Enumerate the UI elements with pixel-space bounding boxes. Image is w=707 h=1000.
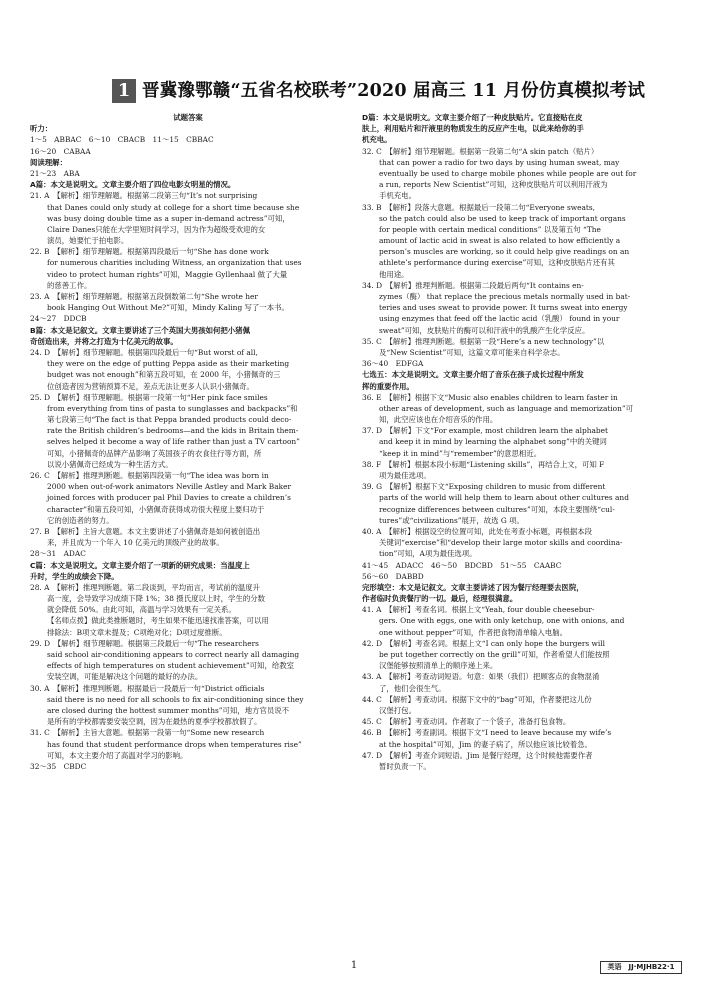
text-line: parts of the world will help them to learn about other cultures and bbox=[379, 493, 629, 503]
right-column bbox=[362, 112, 680, 772]
left-column bbox=[30, 112, 346, 772]
text-line: 汉堡能够按照清单上的顺序递上来。 bbox=[379, 661, 498, 671]
text-line: said there is no need for all schools to fix air-conditioning since they bbox=[47, 694, 304, 704]
text-line: so the patch could also be used to keep track of important organs bbox=[379, 213, 626, 223]
text-line: recognize differences between cultures”可知，本段主要围绕“cul- bbox=[379, 504, 615, 514]
text-line: 40. A 【解析】根据设空的位置可知，此处在考查小标题，再根据本段 bbox=[362, 526, 593, 536]
text-line: 他用途。 bbox=[379, 269, 409, 279]
text-line: 45. C 【解析】考查动词。作者取了一个袋子，准备打包食物。 bbox=[362, 717, 571, 727]
text-line: 机充电。 bbox=[362, 135, 392, 145]
text-line: 32～35 CBDC bbox=[30, 761, 87, 771]
text-line: 24. D 【解析】细节理解题。根据第四段最后一句“But worst of all, bbox=[30, 347, 258, 357]
exam-title: 晋冀豫鄂赣“五省名校联考”2020 届高三 11 月份仿真模拟考试 bbox=[142, 81, 646, 101]
text-line: tion”可知，A项为最佳选项。 bbox=[379, 549, 477, 559]
text-line: joined forces with producer pal Phil Davies to create a children’s bbox=[47, 493, 291, 503]
text-line: a run, reports New Scientist”可知，这种皮肤贴片可以利用汗液为 bbox=[379, 180, 608, 190]
text-line: 22. B 【解析】细节理解题。根据第四段最后一句“She has done work bbox=[30, 247, 269, 257]
text-line: 关键词“exercise”和“develop their large motor skills and coordina- bbox=[379, 538, 623, 548]
text-line: 44. C 【解析】考查动词。根据下文中的“bag”可知，作者要把这儿份 bbox=[362, 694, 592, 704]
text-line: 2000 when out-of-work animators Neville Astley and Mark Baker bbox=[47, 482, 291, 492]
text-line: that Danes could only study at college for a short time because she bbox=[47, 202, 300, 212]
text-line: for numerous charities including Witness, an organization that uses bbox=[47, 258, 302, 268]
text-line: 挥的重要作用。 bbox=[362, 381, 414, 391]
text-line: said school air-conditioning appears to correct nearly all damaging bbox=[47, 650, 300, 659]
text-line: C篇：本文是说明文。文章主要介绍了一项新的研究成果：当温度上 bbox=[30, 560, 250, 570]
section-number: 1 bbox=[112, 79, 136, 103]
text-line: 可知，小猪佩奇的品牌产品影响了英国孩子的衣食住行等方面，所 bbox=[47, 448, 262, 458]
text-line: 听力： bbox=[30, 124, 53, 134]
text-line: 知，此空应该也在介绍音乐的作用。 bbox=[379, 415, 498, 425]
text-line: B篇：本文是记叙文。文章主要讲述了三个英国大男孩如何把小猪佩 bbox=[30, 325, 250, 335]
text-line: was busy doing double time as a super in-demand actress”可知， bbox=[47, 213, 290, 223]
text-line: 38. F 【解析】根据本段小标题“Listening skills”，再结合上文，可知 F bbox=[362, 459, 605, 469]
text-line: teries and uses sweat to provide power. It turns sweat into energy bbox=[379, 303, 628, 313]
text-line: 39. G 【解析】根据下文“Exposing children to music from different bbox=[362, 482, 606, 492]
text-line: and keep it in mind by learning the alphabet song”中的关键词 bbox=[379, 437, 607, 447]
text-line: 28～31 ADAC bbox=[30, 549, 86, 559]
text-line: 42. D 【解析】考查名词。根据上文“I can only hope the burgers will bbox=[362, 638, 605, 648]
text-line: 第七段第三句“The fact is that Peppa branded products could deco- bbox=[47, 415, 292, 425]
text-line: 肤上，利用贴片和汗液里的物质发生的反应产生电，以此来给你的手 bbox=[362, 124, 584, 134]
text-line: 【名师点拨】做此类推断题时，考生如果不能迅速找准答案，可以用 bbox=[47, 616, 269, 626]
text-line: 23. A 【解析】细节理解题。根据第五段倒数第二句“She wrote her bbox=[30, 292, 258, 301]
text-line: book Hanging Out Without Me?”可知，Mindy Kaling 写了一本书。 bbox=[47, 303, 289, 313]
section-header bbox=[0, 79, 707, 103]
text-line: 31. C 【解析】主旨大意题。根据第一段第一句“Some new research bbox=[30, 728, 265, 738]
text-line: 37. D 【解析】下文“For example, most children learn the alphabet bbox=[362, 426, 608, 436]
text-line: 它的创造者的努力。 bbox=[47, 515, 114, 525]
text-line: 41～45 ADACC 46～50 BDCBD 51～55 CAABC bbox=[362, 560, 562, 570]
text-line: 26. C 【解析】推理判断题。根据第四段第一句“The idea was born in bbox=[30, 471, 269, 480]
text-line: gers. One with eggs, one with only ketchup, one with onions, and bbox=[379, 616, 625, 626]
text-line: Claire Danes只能在大学里短时间学习，因为作为超级受欢迎的女 bbox=[47, 224, 266, 234]
text-line: rate the British children’s bedrooms—and the kids in Britain them- bbox=[47, 426, 299, 436]
text-line: 七选五：本文是说明文。文章主要介绍了音乐在孩子成长过程中所发 bbox=[362, 370, 584, 380]
page-number: 1 bbox=[350, 960, 358, 971]
text-line: 34. D 【解析】推理判断题。根据第二段最后两句“It contains en- bbox=[362, 280, 584, 290]
subject-badge: 英语 JJ·MJHB22·1 bbox=[600, 961, 682, 974]
text-line: 试题答案 bbox=[173, 113, 203, 122]
text-line: video to protect human rights”可知，Maggie Gyllenhaal 做了大量 bbox=[47, 269, 288, 279]
text-line: 以说小猪佩奇已经成为一种生活方式。 bbox=[47, 459, 173, 469]
text-line: amount of lactic acid in sweat is also related to how efficiently a bbox=[379, 236, 621, 246]
text-line: from everything from tins of pasta to sunglasses and backpacks”和 bbox=[47, 403, 298, 413]
text-line: sweat”可知，皮肤贴片的酶可以和汗液中的乳酸产生化学反应。 bbox=[379, 325, 590, 335]
text-line: using enzymes that feed off the lactic acid（乳酸） found in your bbox=[379, 314, 620, 324]
text-line: 作者临时负责餐厅的一切。最后，经理很满意。 bbox=[362, 594, 518, 604]
text-line: 暂时负责一下。 bbox=[379, 761, 431, 771]
text-line: 25. D 【解析】细节理解题。根据第一段第一句“Her pink face smiles bbox=[30, 392, 268, 402]
text-line: 16～20 CABAA bbox=[30, 146, 91, 156]
text-line: 35. C 【解析】推理判断题。根据第一段“Here’s a new technology”以 bbox=[362, 336, 605, 346]
text-line: 就会降低 50%。由此可知，高温与学习效果有一定关系。 bbox=[47, 605, 236, 615]
text-line: 可知，本文主要介绍了高温对学习的影响。 bbox=[47, 750, 188, 760]
text-line: tures”或“civilizations”展开，故选 G 项。 bbox=[379, 515, 524, 525]
text-line: 奇创造出来，并将之打造为十亿美元的故事。 bbox=[30, 336, 178, 346]
text-line: 21. A 【解析】细节理解题。根据第二段第三句“It’s not surprising bbox=[30, 191, 258, 201]
text-line: 36～40 EDFGA bbox=[362, 359, 424, 369]
text-line: 21～23 ABA bbox=[30, 168, 80, 178]
text-line: 30. A 【解析】推理判断题。根据最后一段最后一句“District officials bbox=[30, 683, 265, 693]
text-line: 演员，她要忙于拍电影。 bbox=[47, 236, 129, 246]
text-line: are closed during the hottest summer months”可知，地方官员说不 bbox=[47, 705, 290, 715]
text-line: 升时，学生的成绩会下降。 bbox=[30, 571, 119, 581]
text-line: 是所有的学校都需要安装空调，因为在最热的夏季学校都放假了。 bbox=[47, 717, 262, 727]
text-line: 24～27 DDCB bbox=[30, 314, 87, 324]
text-line: 41. A 【解析】考查名词。根据上文“Yeah, four double cheesebur- bbox=[362, 605, 595, 615]
text-line: 及“New Scientist”可知，这篇文章可能来自科学杂志。 bbox=[379, 347, 565, 357]
text-line: one without pepper”可知，作者把食物清单输入电脑。 bbox=[379, 627, 567, 637]
text-line: 项为最佳选项。 bbox=[379, 471, 431, 480]
text-line: has found that student performance drops when temperatures rise” bbox=[47, 739, 302, 749]
text-line: 47. D 【解析】考查介词短语。Jim 是餐厅经理，这个时候他需要作者 bbox=[362, 750, 593, 760]
text-line: eventually be used to charge mobile phones while people are out for bbox=[379, 168, 637, 178]
text-line: 来，并且成为一个年入 10 亿美元的顶级产业的故事。 bbox=[47, 538, 224, 548]
text-line: that can power a radio for two days by using human sweat, may bbox=[379, 157, 620, 167]
text-line: 安装空调，可能是解决这个问题的最好的办法。 bbox=[47, 672, 203, 682]
text-line: 36. E 【解析】根据下文“Music also enables children to learn faster in bbox=[362, 392, 618, 402]
text-line: A篇：本文是说明文。文章主要介绍了四位电影女明星的情况。 bbox=[30, 180, 236, 190]
text-line: 43. A 【解析】考查动词短语。句意：如果（我们）把顾客点的食物混淆 bbox=[362, 672, 600, 682]
text-line: 1～5 ABBAC 6～10 CBACB 11～15 CBBAC bbox=[30, 135, 214, 145]
text-line: “keep it in mind”与“remember”的意思相近。 bbox=[379, 448, 542, 458]
text-line: 28. A 【解析】推理判断题。第二段谈到，平均而言，考试前的温度升 bbox=[30, 582, 261, 592]
text-line: 的慈善工作。 bbox=[47, 280, 92, 290]
text-line: 了，他们会很生气。 bbox=[379, 683, 446, 693]
text-line: 33. B 【解析】段落大意题。根据最后一段第二句“Everyone sweats, bbox=[362, 202, 596, 212]
text-line: 位创造者因为营销预算不足，差点无法让更多人认识小猪佩奇。 bbox=[47, 381, 254, 391]
text-line: character”和第五段可知，小猪佩奇获得成功很大程度上要归功于 bbox=[47, 504, 265, 514]
text-line: 排除法：B项文章未提及；C项绝对化；D项过度推断。 bbox=[47, 627, 227, 637]
text-line: for people with certain medical conditions” 以及第五句 “The bbox=[379, 224, 601, 234]
text-line: 手机充电。 bbox=[379, 191, 416, 201]
text-line: be put together correctly on the grill”可知，作者希望人们能按照 bbox=[379, 650, 610, 659]
text-line: other areas of development, such as language and memorization”可 bbox=[379, 403, 634, 413]
text-line: 56～60 DABBD bbox=[362, 571, 424, 581]
text-line: 高一度，会导致学习成绩下降 1%；38 摄氏度以上时，学生的分数 bbox=[47, 594, 265, 604]
text-line: person’s muscles are working, so it could help give readings on an bbox=[379, 247, 630, 257]
text-line: zymes（酶） that replace the precious metals normally used in bat- bbox=[379, 292, 631, 301]
text-line: athlete’s performance during exercise”可知，这种皮肤贴片还有其 bbox=[379, 258, 615, 268]
text-line: 完形填空：本文是记叙文。文章主要讲述了因为餐厅经理要去医院， bbox=[362, 582, 584, 592]
text-line: 阅读理解： bbox=[30, 157, 67, 167]
text-line: 46. B 【解析】考查副词。根据下文“I need to leave because my wife’s bbox=[362, 728, 612, 738]
text-line: budget was not enough”和第五段可知，在 2000 年，小猪佩奇的三 bbox=[47, 370, 281, 380]
text-line: 汉堡打包。 bbox=[379, 705, 416, 715]
text-line: selves helped it become a way of life rather than just a TV cartoon” bbox=[47, 437, 300, 447]
text-line: effects of high temperatures on student achievement”可知，给教室 bbox=[47, 661, 295, 671]
text-line: at the hospital”可知，Jim 的妻子病了，所以他应该比较着急。 bbox=[379, 739, 592, 749]
text-line: 32. C 【解析】细节理解题。根据第一段第二句“A skin patch（贴片） bbox=[362, 146, 599, 156]
text-line: D篇：本文是说明文。文章主要介绍了一种皮肤贴片。它直接贴在皮 bbox=[362, 113, 583, 122]
text-line: 27. B 【解析】主旨大意题。本文主要讲述了小猪佩奇是如何被创造出 bbox=[30, 526, 261, 536]
text-line: they were on the edge of putting Peppa aside as their marketing bbox=[47, 359, 290, 369]
text-line: 29. D 【解析】细节理解题。根据第三段最后一句“The researchers bbox=[30, 638, 259, 648]
